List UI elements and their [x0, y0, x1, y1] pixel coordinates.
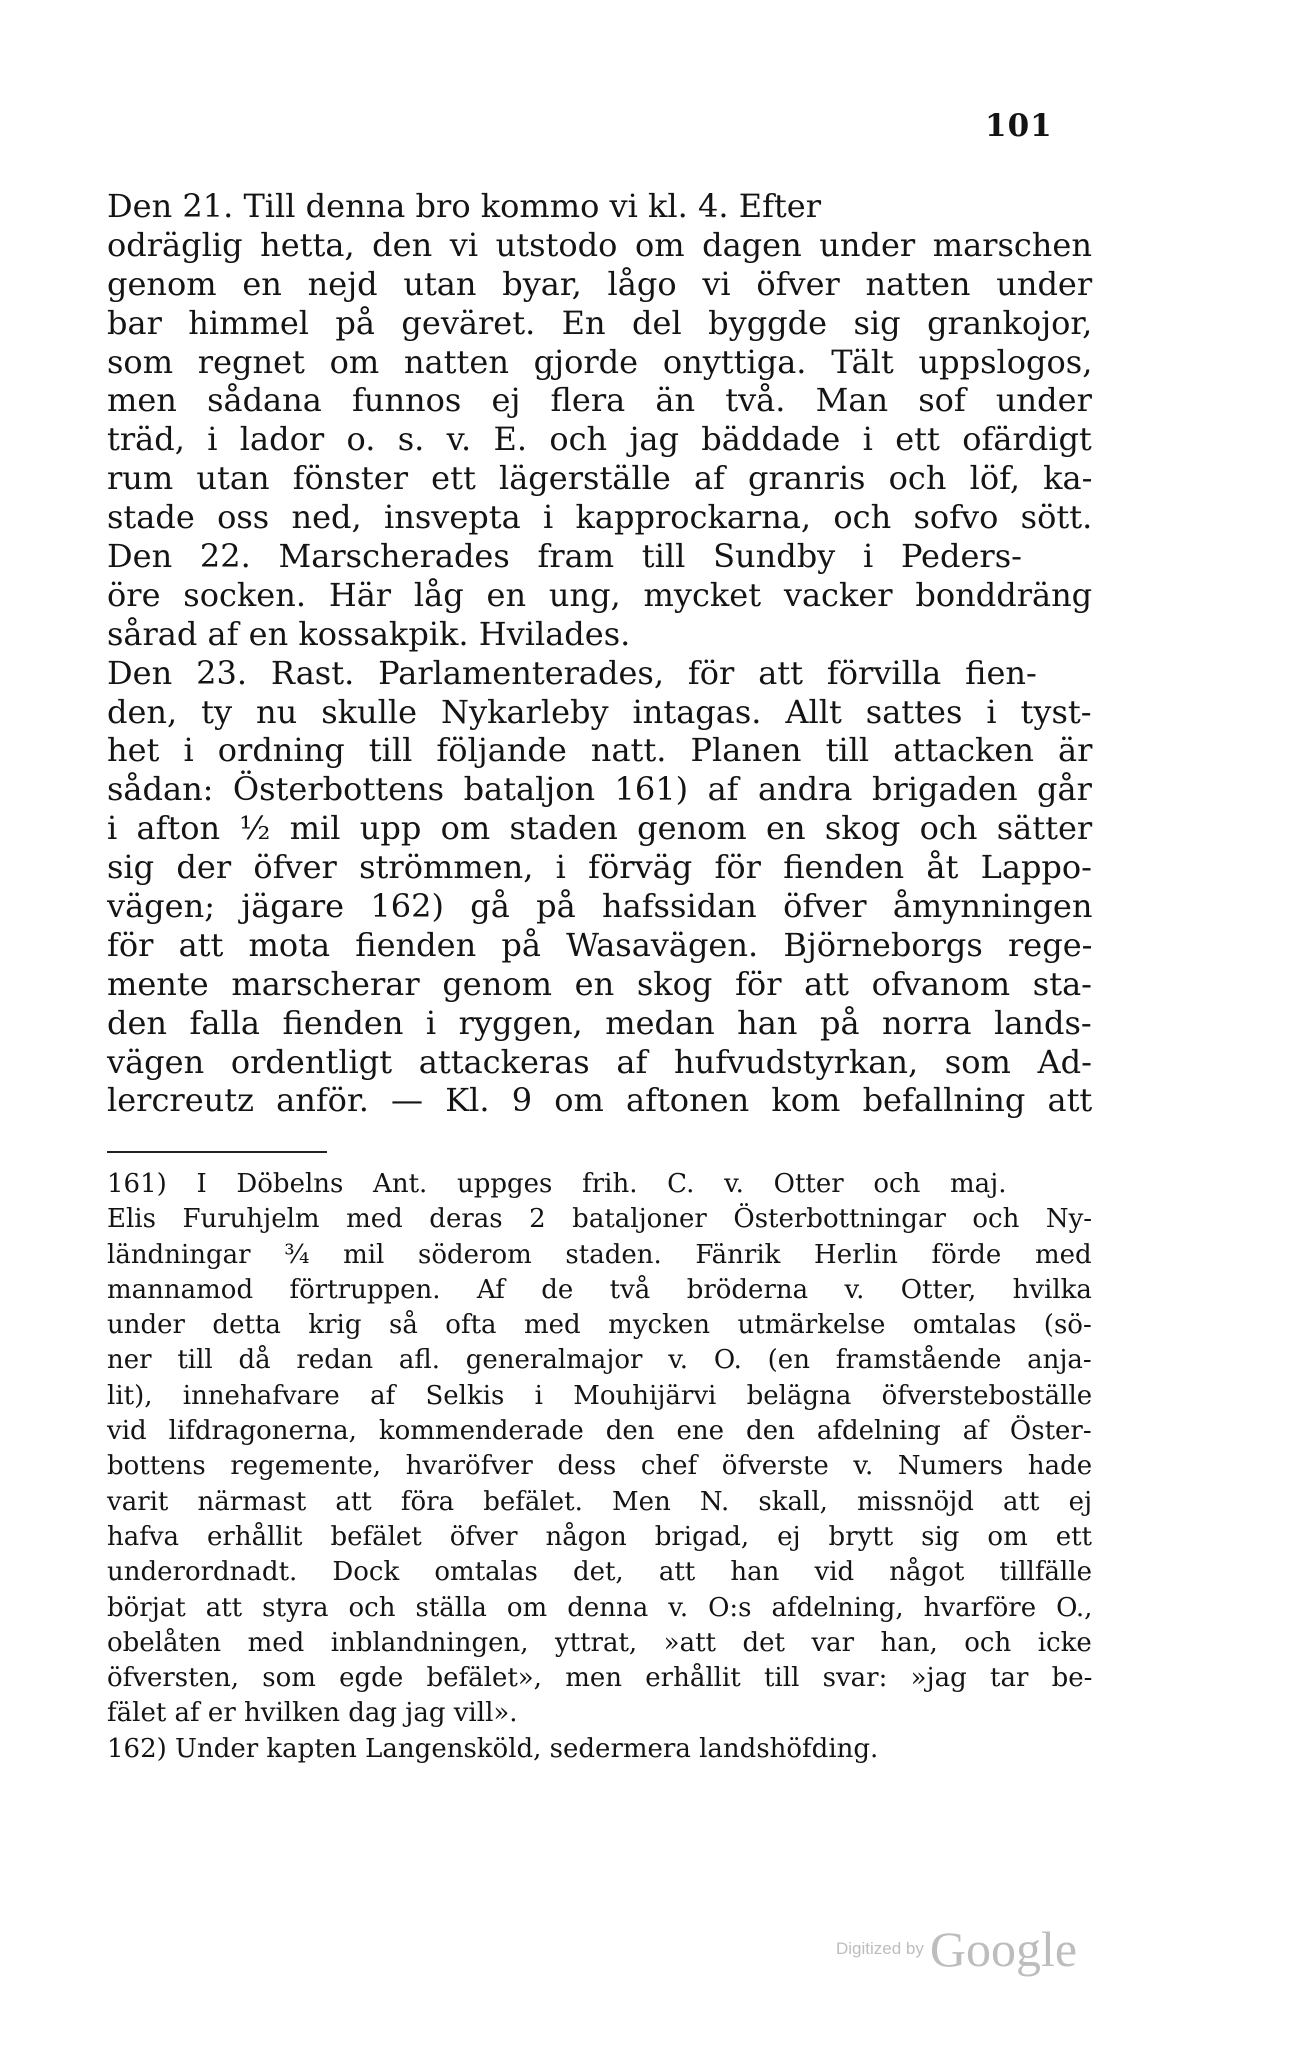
text-line: den, ty nu skulle Nykarleby intagas. Allt sattes i tyst-	[107, 692, 1092, 731]
footnotes	[107, 1167, 1092, 1767]
text-line: bar himmel på geväret. En del byggde sig grankojor,	[107, 303, 1093, 342]
footnote-line: ner till då redan afl. generalmajor v. O. (en framstående anja-	[107, 1345, 1092, 1376]
text-line: genom en nejd utan byar, lågo vi öfver natten under	[107, 264, 1093, 303]
text-line: sådan: Österbottens bataljon 161) af andra brigaden går	[107, 770, 1092, 809]
text-line: träd, i lador o. s. v. E. och jag bäddade i ett ofärdigt	[107, 420, 1092, 459]
footnote-line: mannamod förtruppen. Af de två bröderna v. Otter, hvilka	[107, 1274, 1092, 1305]
text-line: stade oss ned, insvepta i kapprockarna, och sofvo sött.	[107, 498, 1093, 537]
text-line: Den 23. Rast. Parlamenterades, för att förvilla fien-	[107, 653, 1037, 692]
footnote-line: obelåten med inblandningen, yttrat, »att det var han, och icke	[107, 1627, 1092, 1658]
text-line: het i ordning till följande natt. Planen till attacken är	[107, 731, 1093, 770]
footnote-line: under detta krig så ofta med mycken utmärkelse omtalas (sö-	[107, 1310, 1092, 1341]
text-line: Den 22. Marscherades fram till Sundby i Peders-	[107, 537, 1022, 576]
footnote-line: bottens regemente, hvaröfver dess chef öfverste v. Numers hade	[107, 1451, 1093, 1482]
footnote-line: 162) Under kapten Langensköld, sedermera landshöfding.	[107, 1733, 879, 1764]
text-line: men sådana funnos ej flera än två. Man sof under	[107, 381, 1092, 420]
footnote-line: underordnadt. Dock omtalas det, att han vid något tillfälle	[107, 1557, 1092, 1588]
text-line: lercreutz anför. — Kl. 9 om aftonen kom befallning att	[107, 1081, 1093, 1120]
footnote-line: ländningar ¾ mil söderom staden. Fänrik Herlin förde med	[107, 1239, 1092, 1270]
text-line: den falla fienden i ryggen, medan han på norra lands-	[107, 1003, 1092, 1042]
watermark-prefix: Digitized by	[836, 1939, 924, 1958]
footnote-line: 161) I Döbelns Ant. uppges frih. C. v. Otter och maj.	[107, 1169, 1007, 1199]
footnote-divider	[107, 1151, 327, 1153]
text-line: för att mota fienden på Wasavägen. Björneborgs rege-	[107, 925, 1093, 964]
footnote-line: öfversten, som egde befälet», men erhållit till svar: »jag tar be-	[107, 1663, 1093, 1694]
text-line: sig der öfver strömmen, i förväg för fienden åt Lappo-	[107, 848, 1092, 887]
footnote-line: lit), innehafvare af Selkis i Mouhijärvi belägna öfversteboställe	[107, 1380, 1093, 1411]
footnote-line: varit närmast att föra befälet. Men N. skall, missnöjd att ej	[107, 1486, 1093, 1517]
text-line: vägen ordentligt attackeras af hufvudstyrkan, som Ad-	[107, 1042, 1092, 1081]
page-number: 101	[985, 108, 1053, 144]
footnote-line: Elis Furuhjelm med deras 2 bataljoner Österbottningar och Ny-	[107, 1204, 1093, 1235]
footnote-line: hafva erhållit befälet öfver någon brigad, ej brytt sig om ett	[107, 1521, 1092, 1552]
text-line: rum utan fönster ett lägerställe af granris och löf, ka-	[107, 459, 1093, 498]
text-line: som regnet om natten gjorde onyttiga. Tält uppslogos,	[107, 342, 1093, 381]
text-line: Den 21. Till denna bro kommo vi kl. 4. Efter	[107, 187, 821, 225]
footnote-line: börjat att styra och ställa om denna v. O:s afdelning, hvarföre O.,	[107, 1592, 1093, 1623]
text-line: i afton ½ mil upp om staden genom en skog och sätter	[107, 809, 1093, 848]
text-line: sårad af en kossakpik. Hvilades.	[107, 614, 631, 653]
text-line: mente marscherar genom en skog för att ofvanom sta-	[107, 964, 1092, 1003]
watermark-brand: Google	[929, 1921, 1078, 1977]
text-line: odräglig hetta, den vi utstodo om dagen under marschen	[107, 225, 1092, 264]
text-line: öre socken. Här låg en ung, mycket vacker bonddräng	[107, 575, 1093, 614]
footnote-line: fälet af er hvilken dag jag vill».	[107, 1698, 518, 1729]
footnote-line: vid lifdragonerna, kommenderade den ene den afdelning af Öster-	[107, 1416, 1092, 1447]
text-line: vägen; jägare 162) gå på hafssidan öfver åmynningen	[107, 887, 1093, 926]
digitization-watermark	[836, 1920, 1077, 1978]
main-text	[107, 187, 1092, 1120]
